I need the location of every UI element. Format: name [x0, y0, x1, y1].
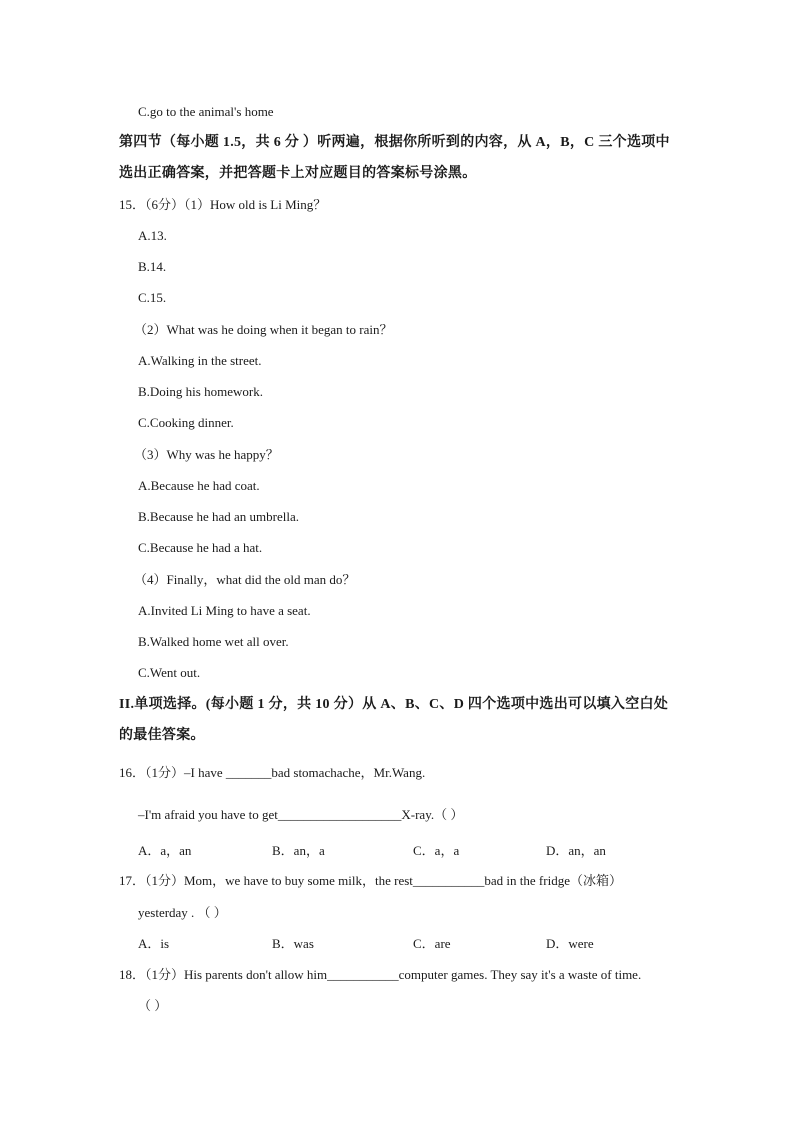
question-16-options [0, 842, 794, 860]
question-14-option-c: C.go to the animal's home [138, 104, 274, 119]
q15-sub2-stem: （2）What was he doing when it began to rain？ [134, 322, 393, 337]
q15-sub3-option-a: A.Because he had coat. [138, 478, 260, 493]
section-2-heading-line2: 的最佳答案。 [119, 728, 205, 743]
q15-sub2-option-c: C.Cooking dinner. [138, 415, 234, 430]
q17-option-c[interactable]: C．are [413, 936, 451, 951]
question-18-stem-line2: （ ） [138, 998, 168, 1013]
q17-option-a[interactable]: A．is [138, 936, 170, 951]
question-17-stem-line1: 17．（1分）Mom，we have to buy some milk，the rest___________bad in the fridge（冰箱） [119, 873, 622, 888]
q16-option-c[interactable]: C．a，a [413, 843, 460, 858]
q15-sub3-option-c: C.Because he had a hat. [138, 540, 263, 555]
q15-sub2-option-a: A.Walking in the street. [138, 353, 262, 368]
q15-sub2-option-b: B.Doing his homework. [138, 384, 263, 399]
question-18-stem-line1: 18．（1分）His parents don't allow him___________computer games. They say it's a waste of time. [119, 967, 642, 982]
question-16-stem-line2: –I'm afraid you have to get___________________X-ray.（ ） [138, 807, 464, 822]
question-15-stem: 15．（6分）（1）How old is Li Ming？ [119, 197, 327, 212]
section-4-heading-line2: 选出正确答案，并把答题卡上对应题目的答案标号涂黑。 [119, 166, 477, 181]
q15-sub3-stem: （3）Why was he happy？ [134, 447, 279, 462]
q15-sub4-option-a: A.Invited Li Ming to have a seat. [138, 603, 311, 618]
section-2-heading-line1: II.单项选择。(每小题 1 分，共 10 分）从 A、B、C、D 四个选项中选出可以填入空白处 [119, 697, 669, 712]
question-16-stem-line1: 16．（1分）–I have _______bad stomachache，Mr.Wang. [119, 765, 426, 780]
question-17-options [0, 935, 794, 953]
q15-sub1-option-b: B.14. [138, 259, 167, 274]
q15-sub1-option-a: A.13. [138, 228, 167, 243]
section-4-heading-line1: 第四节（每小题 1.5，共 6 分 ）听两遍，根据你所听到的内容，从 A，B，C 三个选项中 [119, 135, 670, 150]
q17-option-d[interactable]: D．were [546, 936, 594, 951]
q17-option-b[interactable]: B．was [272, 936, 314, 951]
q15-sub3-option-b: B.Because he had an umbrella. [138, 509, 299, 524]
q16-option-a[interactable]: A．a，an [138, 843, 192, 858]
question-17-stem-line2: yesterday . （ ） [138, 905, 227, 920]
q15-sub4-option-b: B.Walked home wet all over. [138, 634, 289, 649]
q16-option-d[interactable]: D．an，an [546, 843, 606, 858]
q15-sub1-option-c: C.15. [138, 290, 167, 305]
q15-sub4-option-c: C.Went out. [138, 665, 201, 680]
q16-option-b[interactable]: B．an，a [272, 843, 325, 858]
q15-sub4-stem: （4）Finally，what did the old man do？ [134, 572, 356, 587]
